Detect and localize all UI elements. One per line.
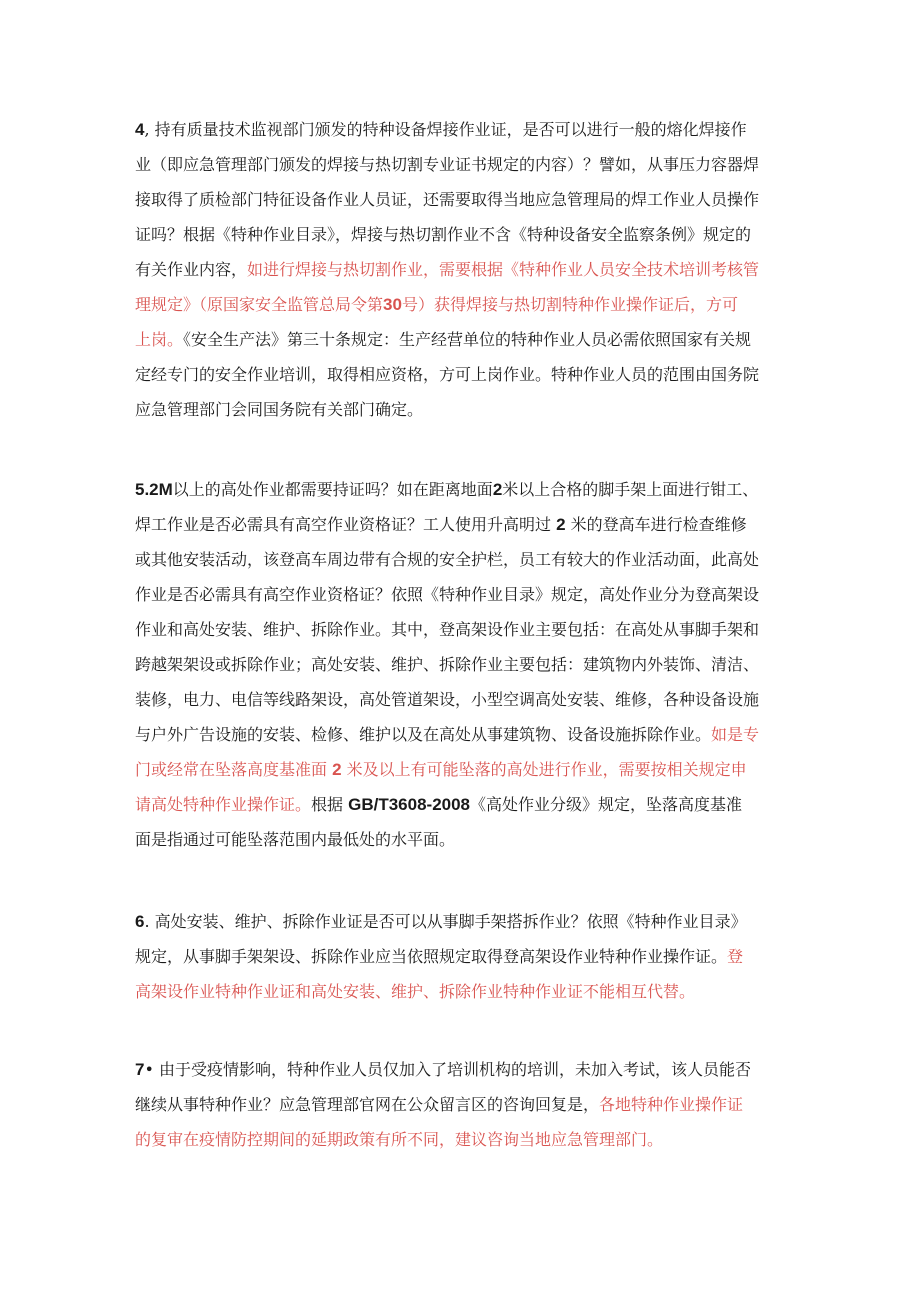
text-line xyxy=(135,322,795,357)
text-segment: 5.2M xyxy=(135,480,173,499)
text-segment: 以上的高处作业都需要持证吗？如在距离地面 xyxy=(172,480,493,499)
highlighted-text: 号）获得焊接与热切割特种作业操作证后，方可 xyxy=(401,295,738,314)
highlighted-text: 30 xyxy=(383,295,402,314)
text-segment: 跨越架架设或拆除作业；高处安装、维护、拆除作业主要包括：建筑物内外装饰、清洁、 xyxy=(135,655,760,674)
text-line xyxy=(135,472,795,507)
text-segment: , 持有质量技术监视部门颁发的特种设备焊接作业证，是否可以进行一般的熔化焊接作 xyxy=(144,120,747,139)
text-segment: 与户外广告设施的安装、检修、维护以及在高处从事建筑物、设备设施拆除作业。 xyxy=(135,725,712,744)
text-line xyxy=(135,717,795,752)
text-segment: 或其他安装活动，该登高车周边带有合规的安全护栏，员工有较大的作业活动面，此高处 xyxy=(135,550,760,569)
text-segment: 接取得了质检部门特征设备作业人员证，还需要取得当地应急管理局的焊工作业人员操作 xyxy=(135,190,760,209)
highlighted-text: 请高处特种作业操作证。 xyxy=(135,795,312,814)
text-line xyxy=(135,112,795,147)
text-line xyxy=(135,647,795,682)
text-line xyxy=(135,287,795,322)
text-segment: 面是指通过可能坠落范围内最低处的水平面。 xyxy=(135,830,456,849)
text-line xyxy=(135,974,795,1009)
text-segment: 作业和高处安装、维护、拆除作业。其中，登高架设作业主要包括：在高处从事脚手架和 xyxy=(135,620,760,639)
text-line xyxy=(135,787,795,822)
text-line xyxy=(135,752,795,787)
text-segment: GB/T3608-2008 xyxy=(348,795,471,814)
highlighted-text: 高架设作业特种作业证和高处安装、维护、拆除作业特种作业证不能相互代替。 xyxy=(135,982,696,1001)
text-line xyxy=(135,822,795,857)
text-line xyxy=(135,682,795,717)
text-line xyxy=(135,612,795,647)
text-segment: 应急管理部门会同国务院有关部门确定。 xyxy=(135,400,424,419)
question-4-paragraph xyxy=(135,112,795,427)
highlighted-text: 门或经常在坠落高度基准面 xyxy=(135,760,333,779)
text-segment: 规定，从事脚手架架设、拆除作业应当依照规定取得登高架设作业特种作业操作证。 xyxy=(135,947,728,966)
text-segment: 根据 xyxy=(311,795,349,814)
text-segment: 有关作业内容， xyxy=(135,260,248,279)
text-line xyxy=(135,1087,795,1122)
text-line xyxy=(135,147,795,182)
text-segment: • 由于受疫情影响，特种作业人员仅加入了培训机构的培训，未加入考试，该人员能否 xyxy=(144,1060,751,1079)
text-segment: 4 xyxy=(135,120,145,139)
text-segment: 证吗？根据《特种作业目录》，焊接与热切割作业不含《特种设备安全监察条例》规定的 xyxy=(135,225,752,244)
text-segment: 定经专门的安全作业培训，取得相应资格，方可上岗作业。特种作业人员的范围由国务院 xyxy=(135,365,760,384)
question-7-paragraph xyxy=(135,1052,795,1157)
text-line xyxy=(135,252,795,287)
text-segment: 6 xyxy=(135,912,145,931)
text-line xyxy=(135,507,795,542)
text-segment: 7 xyxy=(135,1060,145,1079)
text-segment: 米的登高车进行检查维修 xyxy=(565,515,747,534)
text-segment: 作业是否必需具有高空作业资格证？依照《特种作业目录》规定，高处作业分为登高架设 xyxy=(135,585,760,604)
highlighted-text: 如进行焊接与热切割作业，需要根据《特种作业人员安全技术培训考核管 xyxy=(247,260,760,279)
text-line xyxy=(135,1122,795,1157)
text-segment: 业（即应急管理部门颁发的焊接与热切割专业证书规定的内容）？譬如，从事压力容器焊 xyxy=(135,155,760,174)
text-line xyxy=(135,392,795,427)
question-6-paragraph xyxy=(135,904,795,1009)
text-line xyxy=(135,357,795,392)
text-line xyxy=(135,542,795,577)
text-segment: 2 xyxy=(556,515,566,534)
text-segment: 米以上合格的脚手架上面进行钳工、 xyxy=(502,480,759,499)
text-line xyxy=(135,939,795,974)
text-segment: 装修，电力、电信等线路架设，高处管道架设，小型空调高处安装、维修，各种设备设施 xyxy=(135,690,760,709)
text-line xyxy=(135,577,795,612)
highlighted-text: 理规定》（原国家安全监管总局令第 xyxy=(135,295,384,314)
text-line xyxy=(135,217,795,252)
text-line xyxy=(135,904,795,939)
text-line xyxy=(135,182,795,217)
text-segment: 《高处作业分级》规定，坠落高度基准 xyxy=(470,795,743,814)
text-segment: 焊工作业是否必需具有高空作业资格证？工人使用升高明过 xyxy=(135,515,557,534)
text-line xyxy=(135,1052,795,1087)
text-segment: 《安全生产法》第三十条规定：生产经营单位的特种作业人员必需依照国家有关规 xyxy=(183,330,752,349)
text-segment: . 高处安装、维护、拆除作业证是否可以从事脚手架搭拆作业？依照《特种作业目录》 xyxy=(144,912,747,931)
text-segment: 2 xyxy=(492,480,503,499)
highlighted-text: 各地特种作业操作证 xyxy=(599,1095,744,1114)
text-segment: 继续从事特种作业？应急管理部官网在公众留言区的咨询回复是， xyxy=(135,1095,600,1114)
highlighted-text: 如是专 xyxy=(711,725,760,744)
highlighted-text: 2 xyxy=(332,760,342,779)
highlighted-text: 登 xyxy=(727,947,744,966)
highlighted-text: 的复审在疫情防控期间的延期政策有所不同，建议咨询当地应急管理部门。 xyxy=(135,1130,664,1149)
highlighted-text: 上岗。 xyxy=(135,330,184,349)
highlighted-text: 米及以上有可能坠落的高处进行作业，需要按相关规定申 xyxy=(341,760,747,779)
question-5-paragraph xyxy=(135,472,795,857)
